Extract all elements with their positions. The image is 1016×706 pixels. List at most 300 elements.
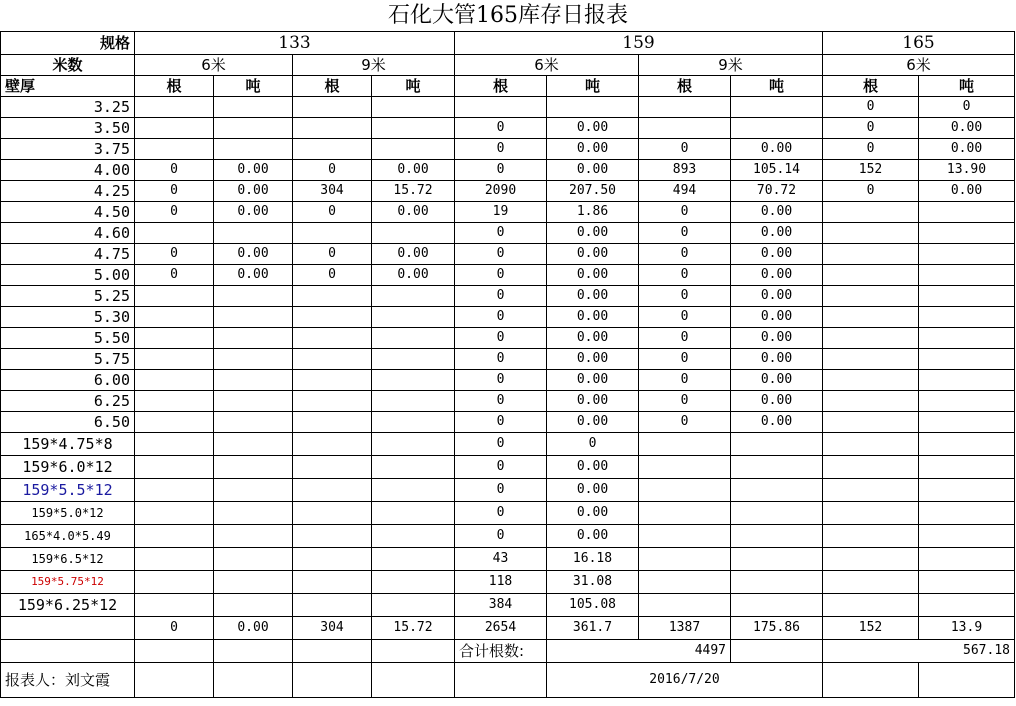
table-cell[interactable] — [293, 118, 372, 139]
table-cell[interactable] — [919, 502, 1015, 525]
table-cell[interactable] — [823, 594, 919, 617]
unit-header-dun: 吨 — [372, 76, 455, 97]
table-cell[interactable] — [293, 139, 372, 160]
thickness-cell[interactable]: 4.75 — [1, 244, 135, 265]
table-cell[interactable] — [919, 286, 1015, 307]
table-cell[interactable] — [919, 594, 1015, 617]
table-cell[interactable] — [135, 479, 214, 502]
table-cell[interactable] — [214, 370, 293, 391]
table-cell[interactable] — [639, 433, 731, 456]
table-cell[interactable]: 0 — [639, 349, 731, 370]
table-cell[interactable]: 0.00 — [731, 244, 823, 265]
table-cell[interactable]: 118 — [455, 571, 547, 594]
table-cell[interactable]: 0.00 — [731, 328, 823, 349]
table-cell[interactable]: 0.00 — [547, 370, 639, 391]
table-cell[interactable]: 0.00 — [547, 160, 639, 181]
table-cell[interactable] — [372, 307, 455, 328]
thickness-cell[interactable]: 5.75 — [1, 349, 135, 370]
table-cell[interactable] — [919, 223, 1015, 244]
table-cell[interactable]: 384 — [455, 594, 547, 617]
thickness-cell[interactable]: 5.50 — [1, 328, 135, 349]
table-cell[interactable]: 0 — [823, 118, 919, 139]
table-cell[interactable] — [293, 307, 372, 328]
table-cell[interactable] — [919, 479, 1015, 502]
table-cell[interactable] — [214, 525, 293, 548]
table-cell[interactable] — [135, 223, 214, 244]
table-cell[interactable] — [823, 223, 919, 244]
table-cell[interactable] — [135, 571, 214, 594]
table-cell[interactable]: 0.00 — [214, 244, 293, 265]
table-cell[interactable] — [823, 286, 919, 307]
table-cell[interactable]: 1.86 — [547, 202, 639, 223]
table-cell[interactable] — [214, 349, 293, 370]
table-cell[interactable] — [919, 548, 1015, 571]
table-cell[interactable]: 0.00 — [547, 307, 639, 328]
table-cell[interactable] — [823, 349, 919, 370]
table-cell[interactable]: 0.00 — [731, 223, 823, 244]
length-header-133-9m: 9米 — [293, 55, 455, 76]
table-cell[interactable] — [293, 328, 372, 349]
table-cell[interactable] — [135, 97, 214, 118]
table-cell[interactable]: 0 — [455, 456, 547, 479]
table-cell[interactable] — [214, 456, 293, 479]
table-cell[interactable]: 0.00 — [547, 479, 639, 502]
table-cell[interactable] — [135, 502, 214, 525]
table-cell[interactable] — [372, 139, 455, 160]
table-cell[interactable]: 893 — [639, 160, 731, 181]
total-cell[interactable]: 15.72 — [372, 617, 455, 640]
table-cell[interactable] — [639, 594, 731, 617]
table-cell[interactable] — [919, 370, 1015, 391]
table-cell[interactable]: 2090 — [455, 181, 547, 202]
table-row — [1, 349, 1015, 370]
table-cell[interactable] — [639, 118, 731, 139]
table-cell[interactable] — [639, 502, 731, 525]
spec-cell[interactable]: 159*6.25*12 — [1, 594, 135, 617]
table-cell[interactable] — [919, 391, 1015, 412]
table-cell[interactable]: 304 — [293, 181, 372, 202]
table-cell[interactable] — [731, 571, 823, 594]
table-cell[interactable]: 0 — [135, 244, 214, 265]
table-cell[interactable] — [135, 548, 214, 571]
table-cell[interactable]: 0 — [639, 265, 731, 286]
table-cell[interactable] — [293, 370, 372, 391]
table-cell[interactable]: 0.00 — [731, 286, 823, 307]
summary-weight[interactable]: 567.18 — [823, 640, 1015, 663]
table-cell[interactable] — [214, 594, 293, 617]
total-cell[interactable]: 152 — [823, 617, 919, 640]
table-cell[interactable] — [293, 525, 372, 548]
total-cell[interactable]: 2654 — [455, 617, 547, 640]
unit-header-dun: 吨 — [731, 76, 823, 97]
total-cell[interactable]: 0.00 — [214, 617, 293, 640]
table-cell[interactable]: 0 — [639, 202, 731, 223]
table-cell[interactable]: 0.00 — [547, 223, 639, 244]
table-cell[interactable]: 0 — [639, 244, 731, 265]
thickness-cell[interactable]: 6.25 — [1, 391, 135, 412]
table-cell[interactable] — [214, 328, 293, 349]
table-cell[interactable]: 0 — [455, 412, 547, 433]
table-cell[interactable]: 19 — [455, 202, 547, 223]
table-cell[interactable] — [372, 286, 455, 307]
unit-header-dun: 吨 — [547, 76, 639, 97]
table-cell[interactable]: 0.00 — [731, 307, 823, 328]
table-cell[interactable] — [293, 349, 372, 370]
table-cell[interactable]: 0 — [455, 349, 547, 370]
table-cell[interactable] — [293, 548, 372, 571]
table-cell[interactable]: 0 — [455, 307, 547, 328]
spec-cell[interactable]: 159*4.75*8 — [1, 433, 135, 456]
table-cell[interactable] — [372, 502, 455, 525]
table-cell[interactable] — [214, 571, 293, 594]
length-header-165-6m: 6米 — [823, 55, 1015, 76]
table-cell[interactable] — [823, 328, 919, 349]
table-cell[interactable]: 0 — [135, 265, 214, 286]
table-cell[interactable]: 0 — [455, 328, 547, 349]
table-cell[interactable]: 0 — [639, 286, 731, 307]
table-cell[interactable] — [214, 412, 293, 433]
table-cell[interactable]: 43 — [455, 548, 547, 571]
table-cell[interactable]: 0.00 — [547, 412, 639, 433]
table-cell[interactable]: 0.00 — [214, 181, 293, 202]
table-cell[interactable]: 0.00 — [731, 370, 823, 391]
table-cell[interactable] — [823, 412, 919, 433]
table-cell[interactable] — [372, 479, 455, 502]
table-cell[interactable]: 0 — [919, 97, 1015, 118]
empty-cell[interactable] — [135, 640, 214, 663]
table-cell[interactable]: 0 — [455, 502, 547, 525]
table-cell[interactable] — [455, 97, 547, 118]
table-cell[interactable]: 0.00 — [547, 525, 639, 548]
thickness-cell[interactable]: 3.25 — [1, 97, 135, 118]
empty-cell[interactable] — [293, 663, 372, 698]
table-cell[interactable]: 0.00 — [214, 265, 293, 286]
table-cell[interactable]: 0.00 — [547, 328, 639, 349]
table-cell[interactable]: 13.90 — [919, 160, 1015, 181]
table-cell[interactable]: 0 — [455, 286, 547, 307]
table-cell[interactable] — [293, 571, 372, 594]
table-cell[interactable]: 0 — [639, 391, 731, 412]
table-cell[interactable] — [372, 433, 455, 456]
table-cell[interactable] — [823, 265, 919, 286]
table-cell[interactable] — [372, 391, 455, 412]
table-cell[interactable]: 0 — [823, 97, 919, 118]
table-cell[interactable]: 0.00 — [547, 118, 639, 139]
summary-count[interactable]: 4497 — [547, 640, 731, 663]
table-cell[interactable]: 0 — [639, 370, 731, 391]
table-cell[interactable] — [639, 97, 731, 118]
table-cell[interactable] — [293, 479, 372, 502]
table-cell[interactable]: 0.00 — [919, 139, 1015, 160]
table-cell[interactable] — [731, 502, 823, 525]
table-cell[interactable] — [293, 223, 372, 244]
table-cell[interactable]: 0 — [135, 181, 214, 202]
table-cell[interactable]: 0.00 — [731, 139, 823, 160]
table-cell[interactable]: 0 — [455, 479, 547, 502]
table-cell[interactable] — [823, 433, 919, 456]
empty-cell[interactable] — [731, 640, 823, 663]
table-cell[interactable]: 0.00 — [731, 412, 823, 433]
table-cell[interactable] — [919, 244, 1015, 265]
empty-cell[interactable] — [372, 663, 455, 698]
table-cell[interactable]: 0 — [455, 160, 547, 181]
table-cell[interactable] — [372, 412, 455, 433]
table-cell[interactable]: 0.00 — [731, 265, 823, 286]
table-cell[interactable] — [372, 456, 455, 479]
thickness-cell[interactable]: 4.60 — [1, 223, 135, 244]
table-cell[interactable]: 0 — [639, 223, 731, 244]
thickness-cell[interactable]: 5.25 — [1, 286, 135, 307]
table-cell[interactable] — [214, 479, 293, 502]
table-cell[interactable] — [214, 307, 293, 328]
thickness-cell[interactable]: 6.00 — [1, 370, 135, 391]
table-cell[interactable]: 152 — [823, 160, 919, 181]
table-cell[interactable] — [135, 286, 214, 307]
table-row — [1, 97, 1015, 118]
table-cell[interactable] — [823, 202, 919, 223]
thickness-cell[interactable]: 5.30 — [1, 307, 135, 328]
spec-cell[interactable]: 159*5.0*12 — [1, 502, 135, 525]
table-cell[interactable]: 0 — [455, 223, 547, 244]
table-cell[interactable]: 0.00 — [547, 286, 639, 307]
table-cell[interactable] — [731, 594, 823, 617]
table-cell[interactable] — [135, 525, 214, 548]
totals-label-cell[interactable] — [1, 617, 135, 640]
table-cell[interactable]: 0 — [639, 328, 731, 349]
table-cell[interactable] — [639, 456, 731, 479]
summary-label: 合计根数: — [455, 640, 547, 663]
table-cell[interactable]: 0.00 — [547, 391, 639, 412]
table-cell[interactable] — [823, 548, 919, 571]
table-cell[interactable] — [731, 479, 823, 502]
table-cell[interactable]: 31.08 — [547, 571, 639, 594]
table-cell[interactable]: 0.00 — [919, 118, 1015, 139]
empty-cell[interactable] — [919, 663, 1015, 698]
table-cell[interactable] — [919, 349, 1015, 370]
table-cell[interactable]: 0 — [293, 202, 372, 223]
table-cell[interactable]: 0.00 — [731, 349, 823, 370]
table-cell[interactable] — [214, 433, 293, 456]
table-cell[interactable]: 0.00 — [372, 244, 455, 265]
table-cell[interactable] — [823, 307, 919, 328]
table-cell[interactable] — [372, 525, 455, 548]
table-cell[interactable] — [919, 328, 1015, 349]
empty-cell[interactable] — [214, 640, 293, 663]
table-cell[interactable]: 0.00 — [214, 160, 293, 181]
table-cell[interactable] — [293, 502, 372, 525]
table-cell[interactable] — [731, 456, 823, 479]
table-cell[interactable]: 70.72 — [731, 181, 823, 202]
table-cell[interactable] — [919, 265, 1015, 286]
table-cell[interactable] — [639, 548, 731, 571]
table-cell[interactable]: 0 — [639, 412, 731, 433]
table-cell[interactable]: 105.14 — [731, 160, 823, 181]
thickness-cell[interactable]: 3.50 — [1, 118, 135, 139]
table-cell[interactable] — [135, 118, 214, 139]
total-cell[interactable]: 13.9 — [919, 617, 1015, 640]
table-cell[interactable] — [135, 594, 214, 617]
table-cell[interactable]: 0 — [455, 433, 547, 456]
table-cell[interactable] — [919, 202, 1015, 223]
report-date[interactable]: 2016/7/20 — [547, 663, 823, 698]
table-cell[interactable] — [919, 571, 1015, 594]
table-cell[interactable] — [214, 391, 293, 412]
table-cell[interactable]: 16.18 — [547, 548, 639, 571]
table-cell[interactable] — [823, 391, 919, 412]
table-cell[interactable] — [731, 97, 823, 118]
table-cell[interactable]: 0.00 — [372, 160, 455, 181]
table-cell[interactable] — [214, 139, 293, 160]
table-cell[interactable] — [919, 307, 1015, 328]
total-cell[interactable]: 1387 — [639, 617, 731, 640]
table-cell[interactable]: 0 — [823, 139, 919, 160]
table-cell[interactable] — [372, 548, 455, 571]
thickness-cell[interactable]: 3.75 — [1, 139, 135, 160]
table-cell[interactable] — [293, 433, 372, 456]
table-cell[interactable] — [214, 286, 293, 307]
spec-cell[interactable]: 165*4.0*5.49 — [1, 525, 135, 548]
table-cell[interactable] — [293, 412, 372, 433]
table-cell[interactable] — [919, 412, 1015, 433]
empty-cell[interactable] — [455, 663, 547, 698]
table-cell[interactable] — [293, 456, 372, 479]
empty-cell[interactable] — [293, 640, 372, 663]
thickness-cell[interactable]: 4.50 — [1, 202, 135, 223]
table-cell[interactable]: 0 — [455, 265, 547, 286]
table-cell[interactable]: 0 — [455, 370, 547, 391]
table-cell[interactable] — [135, 139, 214, 160]
table-cell[interactable]: 0.00 — [919, 181, 1015, 202]
table-cell[interactable]: 0 — [293, 244, 372, 265]
total-cell[interactable]: 361.7 — [547, 617, 639, 640]
table-cell[interactable] — [293, 286, 372, 307]
table-cell[interactable] — [135, 349, 214, 370]
spec-cell[interactable]: 159*6.5*12 — [1, 548, 135, 571]
table-cell[interactable]: 0 — [455, 118, 547, 139]
table-cell[interactable] — [214, 548, 293, 571]
table-cell[interactable]: 0.00 — [214, 202, 293, 223]
table-cell[interactable]: 0.00 — [372, 265, 455, 286]
table-cell[interactable]: 0.00 — [547, 456, 639, 479]
table-cell[interactable] — [823, 456, 919, 479]
table-cell[interactable] — [919, 433, 1015, 456]
table-cell[interactable] — [823, 525, 919, 548]
table-cell[interactable] — [214, 223, 293, 244]
table-cell[interactable] — [372, 97, 455, 118]
total-cell[interactable]: 0 — [135, 617, 214, 640]
spec-cell[interactable]: 159*5.5*12 — [1, 479, 135, 502]
table-cell[interactable]: 0.00 — [547, 349, 639, 370]
table-cell[interactable] — [293, 391, 372, 412]
table-cell[interactable] — [919, 456, 1015, 479]
thickness-cell[interactable]: 5.00 — [1, 265, 135, 286]
table-cell[interactable]: 0.00 — [731, 391, 823, 412]
table-cell[interactable] — [135, 391, 214, 412]
table-cell[interactable] — [135, 328, 214, 349]
table-cell[interactable]: 207.50 — [547, 181, 639, 202]
table-cell[interactable] — [372, 571, 455, 594]
empty-cell[interactable] — [135, 663, 214, 698]
table-cell[interactable]: 0.00 — [547, 244, 639, 265]
table-cell[interactable] — [293, 97, 372, 118]
table-cell[interactable] — [639, 479, 731, 502]
spec-cell[interactable]: 159*5.75*12 — [1, 571, 135, 594]
table-cell[interactable] — [372, 328, 455, 349]
total-cell[interactable]: 175.86 — [731, 617, 823, 640]
table-cell[interactable] — [823, 370, 919, 391]
table-cell[interactable] — [293, 594, 372, 617]
empty-cell[interactable] — [372, 640, 455, 663]
table-cell[interactable] — [135, 370, 214, 391]
empty-cell[interactable] — [1, 640, 135, 663]
table-cell[interactable]: 0.00 — [547, 502, 639, 525]
table-cell[interactable]: 0 — [455, 139, 547, 160]
thickness-cell[interactable]: 6.50 — [1, 412, 135, 433]
table-cell[interactable]: 0.00 — [372, 202, 455, 223]
table-cell[interactable] — [372, 223, 455, 244]
table-cell[interactable] — [639, 525, 731, 548]
table-cell[interactable]: 0 — [293, 160, 372, 181]
spec-cell[interactable]: 159*6.0*12 — [1, 456, 135, 479]
table-cell[interactable] — [372, 118, 455, 139]
table-cell[interactable]: 105.08 — [547, 594, 639, 617]
table-cell[interactable] — [919, 525, 1015, 548]
empty-cell[interactable] — [214, 663, 293, 698]
table-cell[interactable] — [823, 571, 919, 594]
table-cell[interactable]: 0 — [639, 139, 731, 160]
table-cell[interactable] — [214, 97, 293, 118]
table-row — [1, 328, 1015, 349]
thickness-cell[interactable]: 4.25 — [1, 181, 135, 202]
table-cell[interactable]: 0 — [639, 307, 731, 328]
table-cell[interactable]: 0 — [455, 525, 547, 548]
table-cell[interactable] — [135, 456, 214, 479]
table-cell[interactable]: 0.00 — [731, 202, 823, 223]
total-cell[interactable]: 304 — [293, 617, 372, 640]
table-cell[interactable]: 494 — [639, 181, 731, 202]
table-cell[interactable]: 0 — [135, 202, 214, 223]
table-cell[interactable]: 0 — [547, 433, 639, 456]
table-cell[interactable] — [731, 433, 823, 456]
table-cell[interactable]: 0 — [823, 181, 919, 202]
thickness-cell[interactable]: 4.00 — [1, 160, 135, 181]
table-cell[interactable] — [639, 571, 731, 594]
table-cell[interactable]: 0 — [135, 160, 214, 181]
table-cell[interactable] — [372, 594, 455, 617]
table-cell[interactable] — [731, 118, 823, 139]
table-cell[interactable]: 0.00 — [547, 139, 639, 160]
table-cell[interactable]: 0.00 — [547, 265, 639, 286]
table-cell[interactable]: 0 — [455, 391, 547, 412]
table-cell[interactable] — [823, 479, 919, 502]
table-cell[interactable] — [214, 502, 293, 525]
table-cell[interactable] — [214, 118, 293, 139]
table-cell[interactable] — [135, 433, 214, 456]
empty-cell[interactable] — [823, 663, 919, 698]
table-cell[interactable]: 0 — [293, 265, 372, 286]
table-cell[interactable]: 15.72 — [372, 181, 455, 202]
table-cell[interactable] — [372, 370, 455, 391]
table-cell[interactable] — [823, 502, 919, 525]
table-cell[interactable] — [731, 525, 823, 548]
table-cell[interactable] — [135, 307, 214, 328]
table-cell[interactable] — [823, 244, 919, 265]
table-cell[interactable] — [731, 548, 823, 571]
table-cell[interactable] — [547, 97, 639, 118]
table-cell[interactable] — [135, 412, 214, 433]
table-cell[interactable] — [372, 349, 455, 370]
table-cell[interactable]: 0 — [455, 244, 547, 265]
